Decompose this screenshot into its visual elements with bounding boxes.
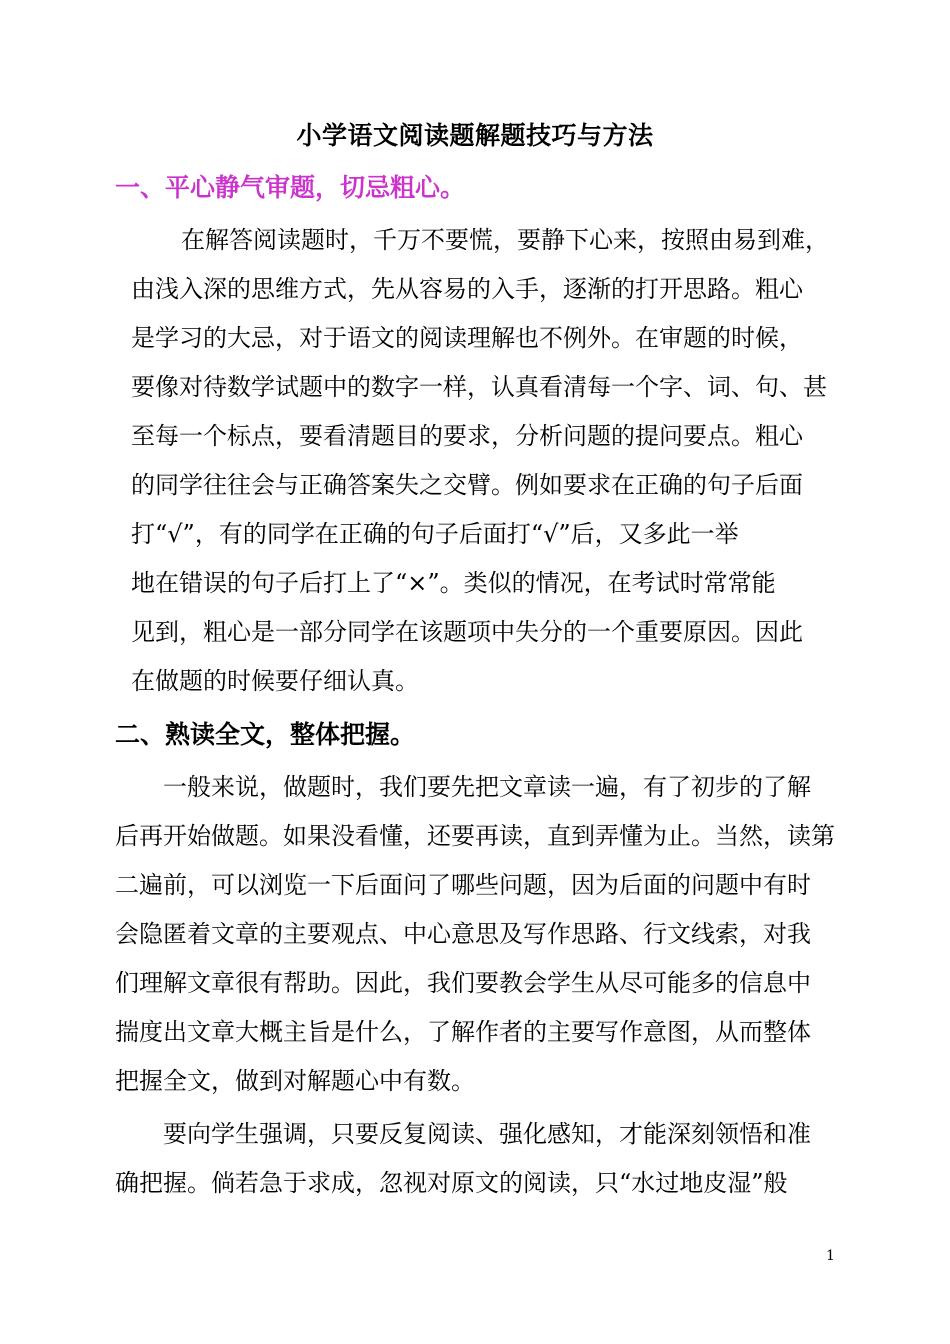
- paragraph-line: 见到，粗心是一部分同学在该题项中失分的一个重要原因。因此: [131, 618, 803, 646]
- paragraph-line: 地在错误的句子后打上了“×”。类似的情况，在考试时常常能: [131, 569, 776, 597]
- paragraph-line: 二遍前，可以浏览一下后面问了哪些问题，因为后面的问题中有时: [115, 871, 811, 899]
- paragraph-line: 打“√”，有的同学在正确的句子后面打“√”后，又多此一举: [131, 520, 739, 548]
- document-title: 小学语文阅读题解题技巧与方法: [296, 121, 654, 150]
- paragraph-line: 确把握。倘若急于求成，忽视对原文的阅读，只“水过地皮湿”般: [115, 1169, 788, 1197]
- section-2-paragraph-2: [115, 1110, 840, 1208]
- section-heading-1: 一、平心静气审题，切忌粗心。: [115, 173, 466, 202]
- paragraph-line: 要向学生强调，只要反复阅读、强化感知，才能深刻领悟和准: [163, 1120, 811, 1148]
- paragraph-line: 把握全文，做到对解题心中有数。: [115, 1067, 475, 1095]
- page-number: 1: [826, 1248, 835, 1264]
- section-1-paragraph-1: [131, 216, 841, 706]
- paragraph-line: 后再开始做题。如果没看懂，还要再读，直到弄懂为止。当然，读第: [115, 822, 835, 850]
- paragraph-line: 的同学往往会与正确答案失之交臂。例如要求在正确的句子后面: [131, 471, 803, 499]
- paragraph-line: 们理解文章很有帮助。因此，我们要教会学生从尽可能多的信息中: [115, 969, 811, 997]
- paragraph-line: 至每一个标点，要看清题目的要求，分析问题的提问要点。粗心: [131, 422, 803, 450]
- section-2-paragraph-1: [115, 763, 840, 1106]
- section-heading-2: 二、熟读全文，整体把握。: [115, 720, 416, 749]
- paragraph-line: 是学习的大忌，对于语文的阅读理解也不例外。在审题的时候，: [131, 324, 803, 352]
- paragraph-line: 一般来说，做题时，我们要先把文章读一遍，有了初步的了解: [163, 773, 811, 801]
- paragraph-line: 要像对待数学试题中的数字一样，认真看清每一个字、词、句、甚: [131, 373, 827, 401]
- paragraph-line: 在做题的时候要仔细认真。: [131, 667, 419, 695]
- paragraph-line: 会隐匿着文章的主要观点、中心意思及写作思路、行文线索，对我: [115, 920, 811, 948]
- paragraph-line: 由浅入深的思维方式，先从容易的入手，逐渐的打开思路。粗心: [131, 275, 803, 303]
- paragraph-line: 在解答阅读题时，千万不要慌，要静下心来，按照由易到难，: [181, 226, 829, 254]
- paragraph-line: 揣度出文章大概主旨是什么，了解作者的主要写作意图，从而整体: [115, 1018, 811, 1046]
